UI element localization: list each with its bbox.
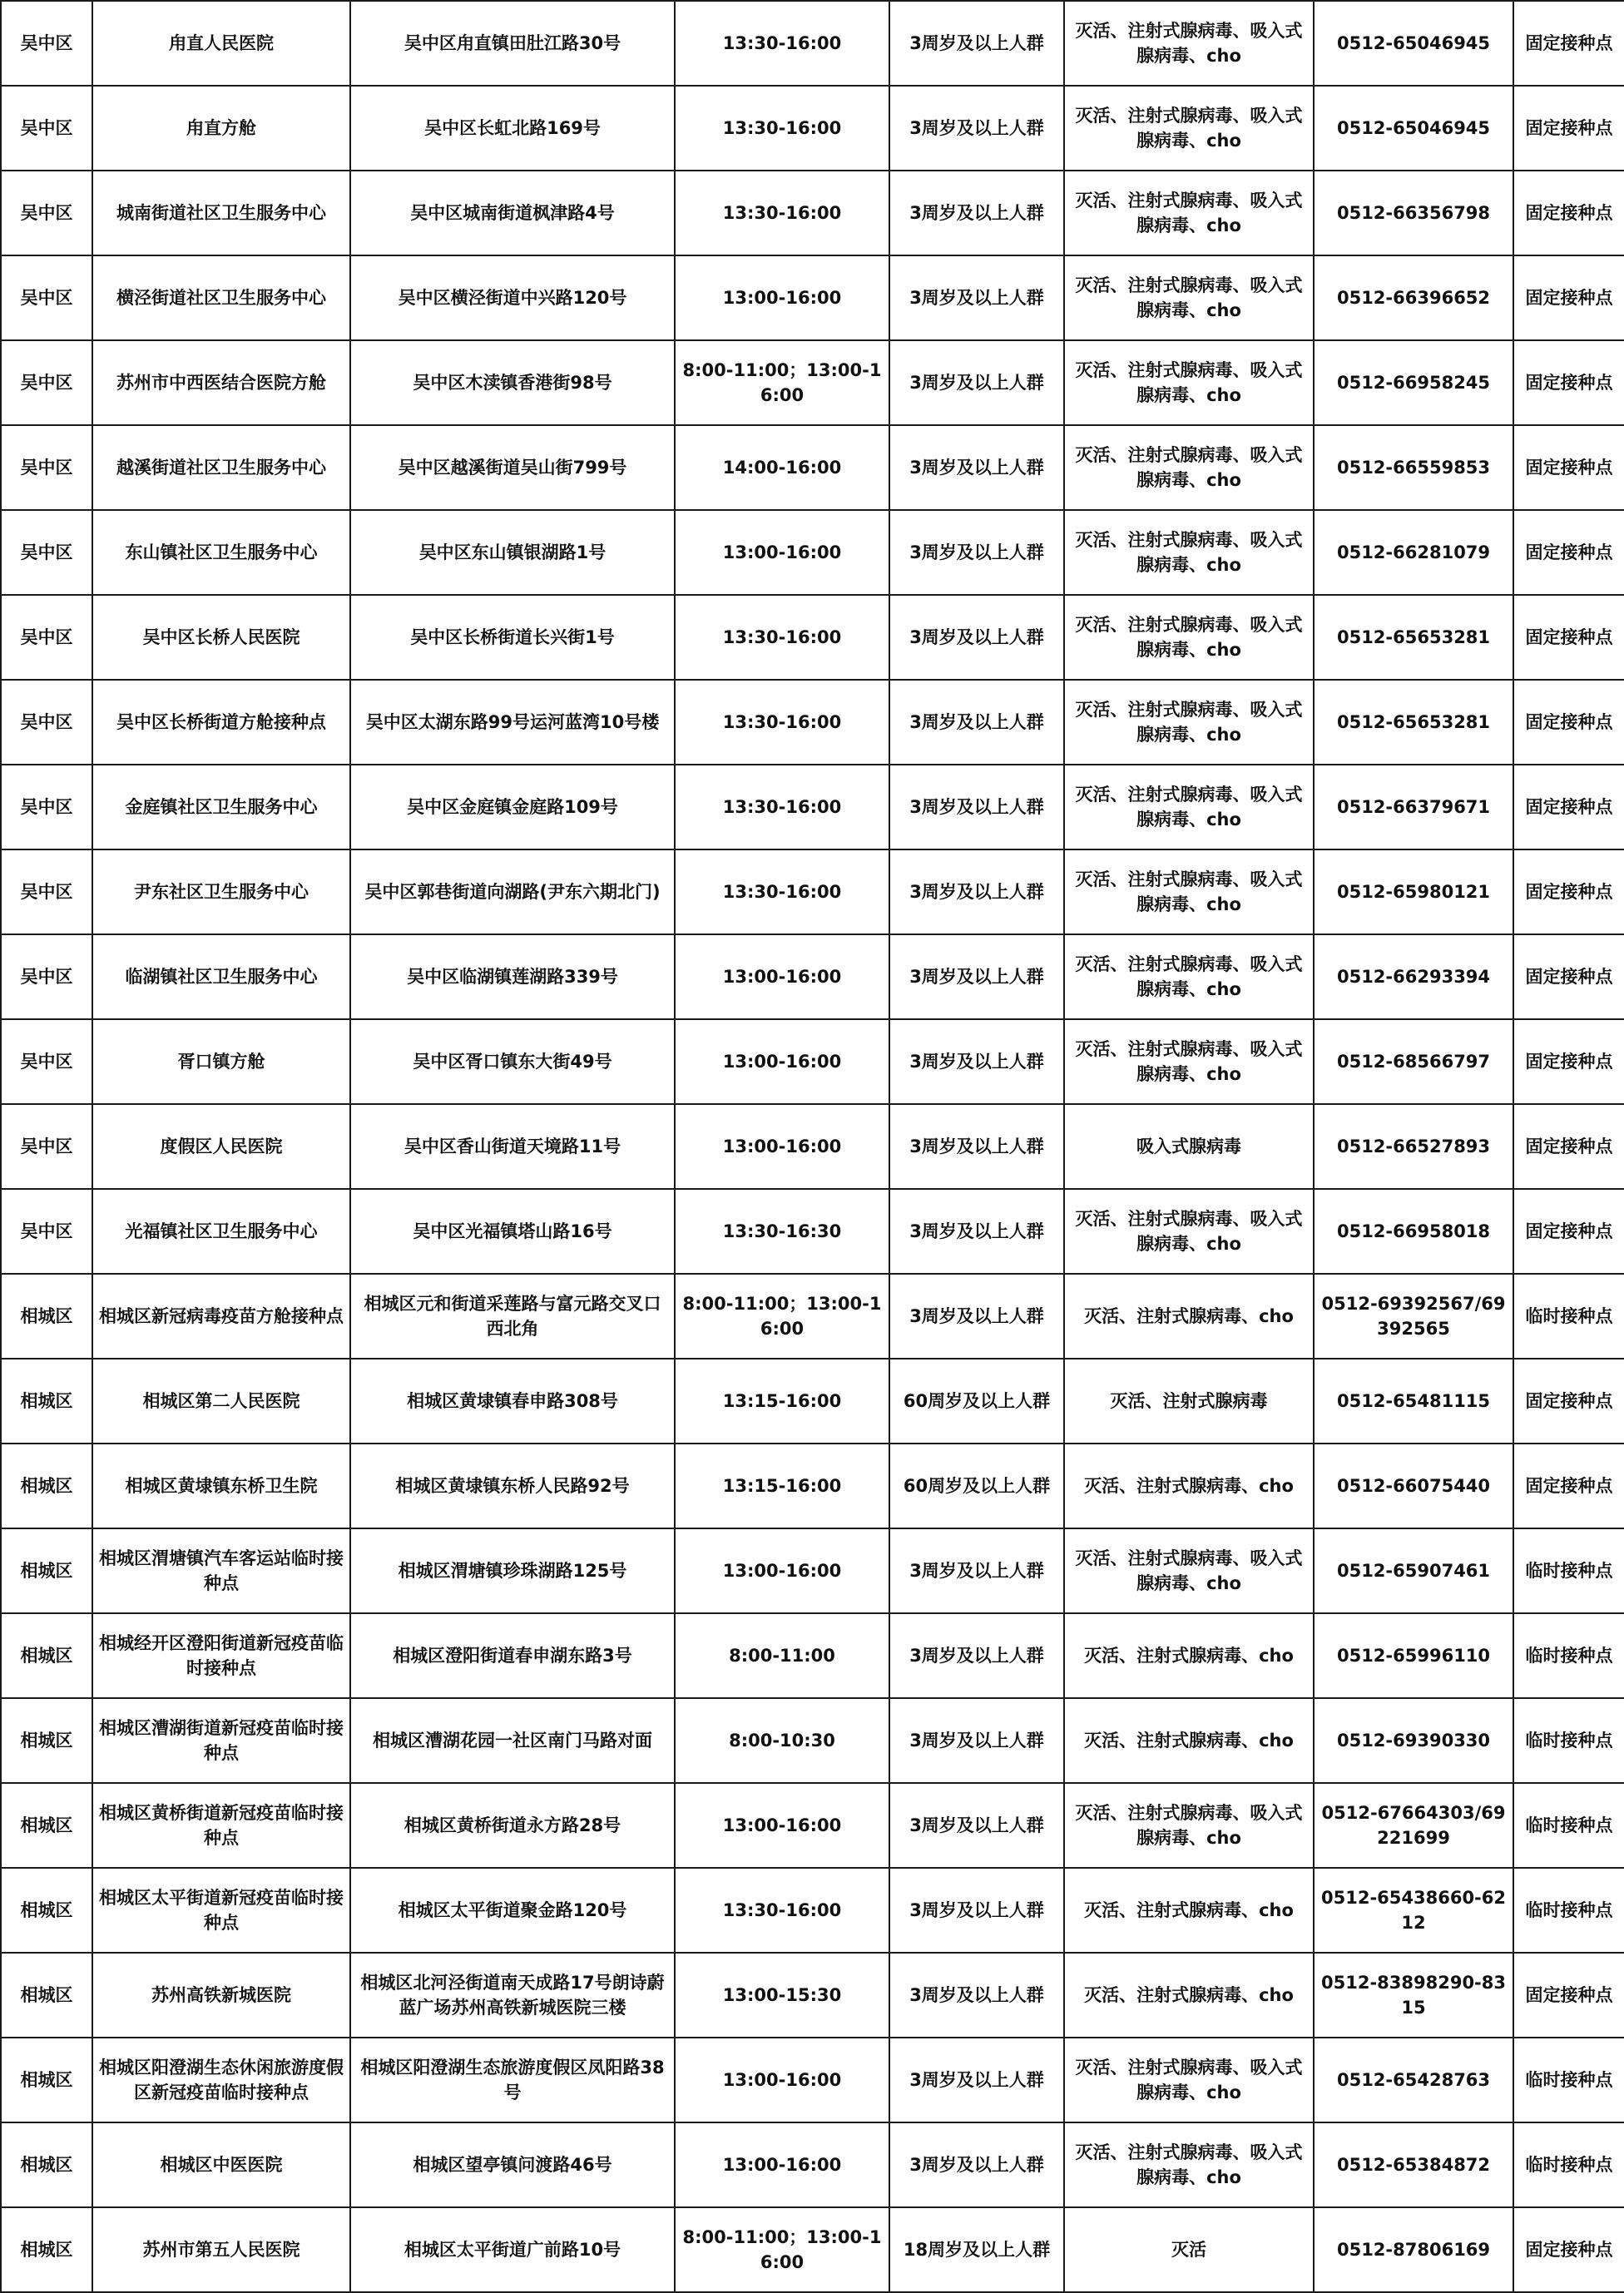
table-row	[1, 1019, 1624, 1104]
site-type-cell: 固定接种点	[1513, 340, 1624, 425]
hours-cell: 13:30-16:00	[675, 86, 889, 171]
table-row	[1, 765, 1624, 849]
address-cell: 吴中区长桥街道长兴街1号	[350, 595, 675, 680]
hours-cell: 13:00-16:00	[675, 510, 889, 595]
vaccine-types-cell: 灭活、注射式腺病毒、吸入式腺病毒、cho	[1064, 340, 1314, 425]
site-name-cell: 胥口镇方舱	[92, 1019, 350, 1104]
hours-cell: 13:30-16:00	[675, 1868, 889, 1953]
phone-cell: 0512-65653281	[1314, 595, 1513, 680]
site-type-cell: 临时接种点	[1513, 2038, 1624, 2122]
hours-cell: 13:00-16:00	[675, 2122, 889, 2207]
site-type-cell: 临时接种点	[1513, 1698, 1624, 1783]
district-cell: 相城区	[1, 1613, 92, 1698]
address-cell: 相城区望亭镇问渡路46号	[350, 2122, 675, 2207]
hours-cell: 13:00-15:30	[675, 1953, 889, 2038]
eligible-age-cell: 3周岁及以上人群	[889, 425, 1064, 510]
site-type-cell: 固定接种点	[1513, 1444, 1624, 1528]
site-name-cell: 相城区太平街道新冠疫苗临时接种点	[92, 1868, 350, 1953]
phone-cell: 0512-67664303/69221699	[1314, 1783, 1513, 1868]
district-cell: 吴中区	[1, 425, 92, 510]
district-cell: 吴中区	[1, 1, 92, 86]
vaccine-types-cell: 灭活、注射式腺病毒、cho	[1064, 1444, 1314, 1528]
table-row	[1, 1698, 1624, 1783]
site-type-cell: 固定接种点	[1513, 1019, 1624, 1104]
address-cell: 吴中区甪直镇田肚江路30号	[350, 1, 675, 86]
eligible-age-cell: 3周岁及以上人群	[889, 2122, 1064, 2207]
vaccine-types-cell: 灭活、注射式腺病毒、cho	[1064, 1274, 1314, 1359]
site-type-cell: 固定接种点	[1513, 86, 1624, 171]
vaccine-types-cell: 灭活、注射式腺病毒、吸入式腺病毒、cho	[1064, 2122, 1314, 2207]
vaccine-types-cell: 灭活、注射式腺病毒、吸入式腺病毒、cho	[1064, 86, 1314, 171]
phone-cell: 0512-69392567/69392565	[1314, 1274, 1513, 1359]
table-row	[1, 1444, 1624, 1528]
district-cell: 吴中区	[1, 255, 92, 340]
phone-cell: 0512-65046945	[1314, 86, 1513, 171]
table-row	[1, 1104, 1624, 1189]
hours-cell: 8:00-11:00；13:00-16:00	[675, 1274, 889, 1359]
phone-cell: 0512-65384872	[1314, 2122, 1513, 2207]
hours-cell: 13:30-16:00	[675, 595, 889, 680]
table-row	[1, 1274, 1624, 1359]
eligible-age-cell: 3周岁及以上人群	[889, 1528, 1064, 1613]
site-type-cell: 固定接种点	[1513, 1359, 1624, 1444]
vaccine-types-cell: 灭活、注射式腺病毒、吸入式腺病毒、cho	[1064, 1528, 1314, 1613]
site-type-cell: 临时接种点	[1513, 1868, 1624, 1953]
eligible-age-cell: 3周岁及以上人群	[889, 2038, 1064, 2122]
table-row	[1, 1783, 1624, 1868]
phone-cell: 0512-68566797	[1314, 1019, 1513, 1104]
site-name-cell: 吴中区长桥人民医院	[92, 595, 350, 680]
address-cell: 吴中区东山镇银湖路1号	[350, 510, 675, 595]
district-cell: 相城区	[1, 1698, 92, 1783]
site-name-cell: 光福镇社区卫生服务中心	[92, 1189, 350, 1274]
address-cell: 吴中区光福镇塔山路16号	[350, 1189, 675, 1274]
phone-cell: 0512-65980121	[1314, 849, 1513, 934]
vaccine-types-cell: 灭活、注射式腺病毒、cho	[1064, 1868, 1314, 1953]
hours-cell: 8:00-10:30	[675, 1698, 889, 1783]
vaccine-types-cell: 灭活、注射式腺病毒、吸入式腺病毒、cho	[1064, 255, 1314, 340]
eligible-age-cell: 3周岁及以上人群	[889, 934, 1064, 1019]
table-row	[1, 595, 1624, 680]
district-cell: 吴中区	[1, 765, 92, 849]
vaccine-types-cell: 灭活、注射式腺病毒、吸入式腺病毒、cho	[1064, 1019, 1314, 1104]
table-row	[1, 510, 1624, 595]
phone-cell: 0512-66527893	[1314, 1104, 1513, 1189]
site-type-cell: 固定接种点	[1513, 595, 1624, 680]
phone-cell: 0512-66958018	[1314, 1189, 1513, 1274]
address-cell: 相城区太平街道广前路10号	[350, 2207, 675, 2292]
eligible-age-cell: 3周岁及以上人群	[889, 1783, 1064, 1868]
vaccine-types-cell: 灭活、注射式腺病毒	[1064, 1359, 1314, 1444]
address-cell: 吴中区横泾街道中兴路120号	[350, 255, 675, 340]
eligible-age-cell: 3周岁及以上人群	[889, 1, 1064, 86]
site-type-cell: 临时接种点	[1513, 1528, 1624, 1613]
district-cell: 相城区	[1, 2207, 92, 2292]
hours-cell: 13:00-16:00	[675, 934, 889, 1019]
site-name-cell: 临湖镇社区卫生服务中心	[92, 934, 350, 1019]
table-row	[1, 340, 1624, 425]
district-cell: 吴中区	[1, 934, 92, 1019]
table-row	[1, 1359, 1624, 1444]
vaccine-types-cell: 灭活、注射式腺病毒、吸入式腺病毒、cho	[1064, 425, 1314, 510]
vaccine-types-cell: 灭活	[1064, 2207, 1314, 2292]
phone-cell: 0512-66281079	[1314, 510, 1513, 595]
phone-cell: 0512-65996110	[1314, 1613, 1513, 1698]
address-cell: 相城区澄阳街道春申湖东路3号	[350, 1613, 675, 1698]
site-name-cell: 度假区人民医院	[92, 1104, 350, 1189]
hours-cell: 13:00-16:00	[675, 1104, 889, 1189]
table-row	[1, 2207, 1624, 2292]
district-cell: 相城区	[1, 1868, 92, 1953]
hours-cell: 8:00-11:00；13:00-16:00	[675, 340, 889, 425]
site-type-cell: 固定接种点	[1513, 1189, 1624, 1274]
site-type-cell: 固定接种点	[1513, 2207, 1624, 2292]
site-type-cell: 临时接种点	[1513, 2122, 1624, 2207]
phone-cell: 0512-66396652	[1314, 255, 1513, 340]
hours-cell: 13:30-16:00	[675, 1, 889, 86]
phone-cell: 0512-66293394	[1314, 934, 1513, 1019]
district-cell: 吴中区	[1, 1104, 92, 1189]
eligible-age-cell: 3周岁及以上人群	[889, 171, 1064, 255]
hours-cell: 8:00-11:00；13:00-16:00	[675, 2207, 889, 2292]
address-cell: 相城区黄桥街道永方路28号	[350, 1783, 675, 1868]
address-cell: 相城区黄埭镇春申路308号	[350, 1359, 675, 1444]
eligible-age-cell: 3周岁及以上人群	[889, 255, 1064, 340]
district-cell: 相城区	[1, 1783, 92, 1868]
site-type-cell: 固定接种点	[1513, 849, 1624, 934]
site-name-cell: 金庭镇社区卫生服务中心	[92, 765, 350, 849]
table-body	[1, 1, 1624, 2292]
district-cell: 相城区	[1, 1528, 92, 1613]
district-cell: 吴中区	[1, 849, 92, 934]
eligible-age-cell: 3周岁及以上人群	[889, 765, 1064, 849]
district-cell: 吴中区	[1, 595, 92, 680]
district-cell: 吴中区	[1, 1019, 92, 1104]
site-name-cell: 相城区黄桥街道新冠疫苗临时接种点	[92, 1783, 350, 1868]
vaccine-types-cell: 灭活、注射式腺病毒、吸入式腺病毒、cho	[1064, 680, 1314, 765]
address-cell: 吴中区越溪街道吴山街799号	[350, 425, 675, 510]
hours-cell: 13:00-16:00	[675, 2038, 889, 2122]
eligible-age-cell: 18周岁及以上人群	[889, 2207, 1064, 2292]
hours-cell: 13:30-16:00	[675, 765, 889, 849]
phone-cell: 0512-65481115	[1314, 1359, 1513, 1444]
district-cell: 吴中区	[1, 171, 92, 255]
address-cell: 吴中区太湖东路99号运河蓝湾10号楼	[350, 680, 675, 765]
eligible-age-cell: 3周岁及以上人群	[889, 595, 1064, 680]
site-name-cell: 城南街道社区卫生服务中心	[92, 171, 350, 255]
address-cell: 相城区太平街道聚金路120号	[350, 1868, 675, 1953]
site-name-cell: 相城区新冠病毒疫苗方舱接种点	[92, 1274, 350, 1359]
site-type-cell: 固定接种点	[1513, 680, 1624, 765]
address-cell: 相城区黄埭镇东桥人民路92号	[350, 1444, 675, 1528]
vaccine-types-cell: 灭活、注射式腺病毒、吸入式腺病毒、cho	[1064, 510, 1314, 595]
table-row	[1, 934, 1624, 1019]
phone-cell: 0512-66356798	[1314, 171, 1513, 255]
address-cell: 吴中区香山街道天境路11号	[350, 1104, 675, 1189]
vaccine-types-cell: 灭活、注射式腺病毒、吸入式腺病毒、cho	[1064, 1, 1314, 86]
site-type-cell: 固定接种点	[1513, 1104, 1624, 1189]
eligible-age-cell: 3周岁及以上人群	[889, 1953, 1064, 2038]
site-type-cell: 固定接种点	[1513, 934, 1624, 1019]
hours-cell: 14:00-16:00	[675, 425, 889, 510]
district-cell: 吴中区	[1, 510, 92, 595]
eligible-age-cell: 60周岁及以上人群	[889, 1359, 1064, 1444]
eligible-age-cell: 3周岁及以上人群	[889, 1613, 1064, 1698]
vaccine-types-cell: 灭活、注射式腺病毒、吸入式腺病毒、cho	[1064, 1189, 1314, 1274]
site-name-cell: 苏州市中西医结合医院方舱	[92, 340, 350, 425]
district-cell: 吴中区	[1, 86, 92, 171]
table-row	[1, 425, 1624, 510]
district-cell: 吴中区	[1, 680, 92, 765]
phone-cell: 0512-66958245	[1314, 340, 1513, 425]
table-row	[1, 86, 1624, 171]
site-name-cell: 相城区黄埭镇东桥卫生院	[92, 1444, 350, 1528]
address-cell: 相城区北河泾街道南天成路17号朗诗蔚蓝广场苏州高铁新城医院三楼	[350, 1953, 675, 2038]
site-name-cell: 甪直方舱	[92, 86, 350, 171]
address-cell: 吴中区金庭镇金庭路109号	[350, 765, 675, 849]
eligible-age-cell: 3周岁及以上人群	[889, 340, 1064, 425]
site-type-cell: 固定接种点	[1513, 765, 1624, 849]
district-cell: 相城区	[1, 1359, 92, 1444]
hours-cell: 13:00-16:00	[675, 1528, 889, 1613]
site-type-cell: 固定接种点	[1513, 1, 1624, 86]
table-row	[1, 171, 1624, 255]
vaccine-types-cell: 灭活、注射式腺病毒、吸入式腺病毒、cho	[1064, 765, 1314, 849]
vaccine-types-cell: 灭活、注射式腺病毒、吸入式腺病毒、cho	[1064, 1783, 1314, 1868]
site-name-cell: 相城区渭塘镇汽车客运站临时接种点	[92, 1528, 350, 1613]
hours-cell: 13:00-16:00	[675, 1783, 889, 1868]
address-cell: 相城区阳澄湖生态旅游度假区凤阳路38号	[350, 2038, 675, 2122]
eligible-age-cell: 3周岁及以上人群	[889, 1274, 1064, 1359]
eligible-age-cell: 3周岁及以上人群	[889, 1698, 1064, 1783]
phone-cell: 0512-65428763	[1314, 2038, 1513, 2122]
table-row	[1, 1868, 1624, 1953]
site-type-cell: 临时接种点	[1513, 1274, 1624, 1359]
site-name-cell: 相城经开区澄阳街道新冠疫苗临时接种点	[92, 1613, 350, 1698]
table-row	[1, 1613, 1624, 1698]
hours-cell: 8:00-11:00	[675, 1613, 889, 1698]
district-cell: 相城区	[1, 2122, 92, 2207]
eligible-age-cell: 3周岁及以上人群	[889, 849, 1064, 934]
phone-cell: 0512-69390330	[1314, 1698, 1513, 1783]
site-type-cell: 固定接种点	[1513, 510, 1624, 595]
address-cell: 吴中区长虹北路169号	[350, 86, 675, 171]
address-cell: 相城区元和街道采莲路与富元路交叉口西北角	[350, 1274, 675, 1359]
vaccine-types-cell: 灭活、注射式腺病毒、cho	[1064, 1613, 1314, 1698]
hours-cell: 13:15-16:00	[675, 1444, 889, 1528]
table-row	[1, 1953, 1624, 2038]
hours-cell: 13:30-16:30	[675, 1189, 889, 1274]
eligible-age-cell: 3周岁及以上人群	[889, 86, 1064, 171]
table-row	[1, 1528, 1624, 1613]
table-row	[1, 2122, 1624, 2207]
vaccine-types-cell: 吸入式腺病毒	[1064, 1104, 1314, 1189]
site-type-cell: 固定接种点	[1513, 255, 1624, 340]
district-cell: 相城区	[1, 1274, 92, 1359]
vaccine-types-cell: 灭活、注射式腺病毒、吸入式腺病毒、cho	[1064, 171, 1314, 255]
site-name-cell: 尹东社区卫生服务中心	[92, 849, 350, 934]
table-row	[1, 2038, 1624, 2122]
district-cell: 吴中区	[1, 340, 92, 425]
eligible-age-cell: 3周岁及以上人群	[889, 1104, 1064, 1189]
site-name-cell: 越溪街道社区卫生服务中心	[92, 425, 350, 510]
site-name-cell: 吴中区长桥街道方舱接种点	[92, 680, 350, 765]
address-cell: 吴中区城南街道枫津路4号	[350, 171, 675, 255]
eligible-age-cell: 3周岁及以上人群	[889, 510, 1064, 595]
vaccine-types-cell: 灭活、注射式腺病毒、吸入式腺病毒、cho	[1064, 849, 1314, 934]
address-cell: 相城区渭塘镇珍珠湖路125号	[350, 1528, 675, 1613]
site-name-cell: 横泾街道社区卫生服务中心	[92, 255, 350, 340]
table-row	[1, 680, 1624, 765]
phone-cell: 0512-65653281	[1314, 680, 1513, 765]
address-cell: 吴中区郭巷街道向湖路(尹东六期北门)	[350, 849, 675, 934]
phone-cell: 0512-65438660-6212	[1314, 1868, 1513, 1953]
table-row	[1, 255, 1624, 340]
phone-cell: 0512-66379671	[1314, 765, 1513, 849]
district-cell: 相城区	[1, 1444, 92, 1528]
hours-cell: 13:00-16:00	[675, 255, 889, 340]
phone-cell: 0512-65907461	[1314, 1528, 1513, 1613]
site-name-cell: 东山镇社区卫生服务中心	[92, 510, 350, 595]
district-cell: 吴中区	[1, 1189, 92, 1274]
eligible-age-cell: 3周岁及以上人群	[889, 680, 1064, 765]
phone-cell: 0512-66559853	[1314, 425, 1513, 510]
eligible-age-cell: 60周岁及以上人群	[889, 1444, 1064, 1528]
site-name-cell: 苏州市第五人民医院	[92, 2207, 350, 2292]
district-cell: 相城区	[1, 1953, 92, 2038]
vaccine-types-cell: 灭活、注射式腺病毒、吸入式腺病毒、cho	[1064, 595, 1314, 680]
phone-cell: 0512-65046945	[1314, 1, 1513, 86]
table-row	[1, 1, 1624, 86]
hours-cell: 13:30-16:00	[675, 849, 889, 934]
address-cell: 吴中区胥口镇东大街49号	[350, 1019, 675, 1104]
hours-cell: 13:00-16:00	[675, 1019, 889, 1104]
phone-cell: 0512-83898290-8315	[1314, 1953, 1513, 2038]
address-cell: 吴中区木渎镇香港街98号	[350, 340, 675, 425]
hours-cell: 13:15-16:00	[675, 1359, 889, 1444]
eligible-age-cell: 3周岁及以上人群	[889, 1868, 1064, 1953]
site-name-cell: 相城区漕湖街道新冠疫苗临时接种点	[92, 1698, 350, 1783]
address-cell: 相城区漕湖花园一社区南门马路对面	[350, 1698, 675, 1783]
district-cell: 相城区	[1, 2038, 92, 2122]
vaccine-types-cell: 灭活、注射式腺病毒、吸入式腺病毒、cho	[1064, 934, 1314, 1019]
site-name-cell: 相城区中医医院	[92, 2122, 350, 2207]
site-type-cell: 固定接种点	[1513, 1953, 1624, 2038]
site-type-cell: 临时接种点	[1513, 1613, 1624, 1698]
site-type-cell: 固定接种点	[1513, 171, 1624, 255]
vaccine-types-cell: 灭活、注射式腺病毒、cho	[1064, 1953, 1314, 2038]
table-row	[1, 1189, 1624, 1274]
hours-cell: 13:30-16:00	[675, 171, 889, 255]
table-row	[1, 849, 1624, 934]
site-name-cell: 相城区第二人民医院	[92, 1359, 350, 1444]
vaccine-types-cell: 灭活、注射式腺病毒、吸入式腺病毒、cho	[1064, 2038, 1314, 2122]
site-name-cell: 甪直人民医院	[92, 1, 350, 86]
eligible-age-cell: 3周岁及以上人群	[889, 1019, 1064, 1104]
phone-cell: 0512-87806169	[1314, 2207, 1513, 2292]
eligible-age-cell: 3周岁及以上人群	[889, 1189, 1064, 1274]
hours-cell: 13:30-16:00	[675, 680, 889, 765]
address-cell: 吴中区临湖镇莲湖路339号	[350, 934, 675, 1019]
site-name-cell: 相城区阳澄湖生态休闲旅游度假区新冠疫苗临时接种点	[92, 2038, 350, 2122]
site-type-cell: 固定接种点	[1513, 425, 1624, 510]
site-type-cell: 临时接种点	[1513, 1783, 1624, 1868]
site-name-cell: 苏州高铁新城医院	[92, 1953, 350, 2038]
vaccine-types-cell: 灭活、注射式腺病毒、cho	[1064, 1698, 1314, 1783]
phone-cell: 0512-66075440	[1314, 1444, 1513, 1528]
